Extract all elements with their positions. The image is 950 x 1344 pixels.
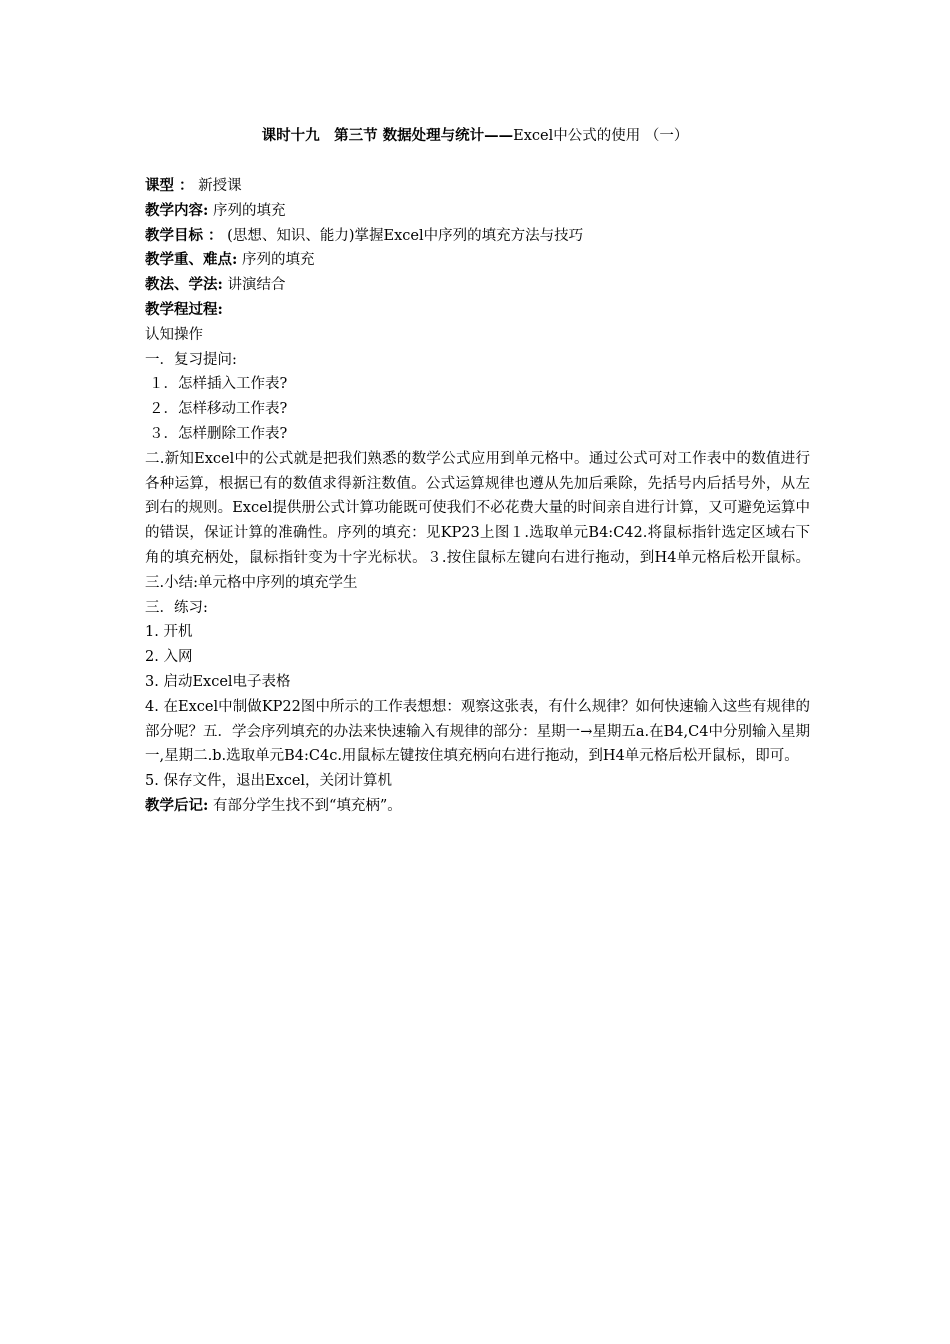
field-teaching-content: [145, 199, 810, 224]
field-value: 序列的填充: [241, 252, 315, 269]
field-label: 课型 ：: [145, 177, 194, 194]
review-item: １．怎样插入工作表?: [149, 376, 288, 393]
field-label: 教学目标 ：: [145, 226, 223, 244]
practice-item: 3. 启动Excel电子表格: [145, 673, 291, 690]
field-teaching-process: [145, 298, 810, 323]
review-item: ２．怎样移动工作表?: [149, 401, 288, 418]
document-title: [0, 126, 950, 146]
review-heading: 一．复习提问:: [145, 351, 237, 368]
field-value: (思想、知识、能力)掌握Excel中序列的填充方法与技巧: [227, 227, 584, 244]
field-label: 教法、学法:: [145, 276, 223, 294]
practice-item-4: 4. 在Excel中制做KP22图中所示的工作表想想：观察这张表，有什么规律？如何快速输入这些有规律的部分呢？五．学会序列填充的办法来快速输入有规律的部分：星期一→星期五a.在B4,C4中分别输入星期一,星期二.b.选取单元B4:C4c.用鼠标左键按住填充柄向右进行拖动，到H4单元格后松开鼠标，即可。: [145, 698, 810, 765]
field-teaching-goal: [145, 224, 810, 249]
field-key-points: [145, 248, 810, 273]
review-item: ３．怎样删除工作表?: [149, 425, 288, 442]
field-label: 教学重、难点:: [145, 251, 238, 269]
intro-text: 认知操作: [145, 326, 203, 343]
title-rest-part: Excel中公式的使用 （一）: [513, 128, 689, 144]
field-value: 新授课: [198, 178, 242, 194]
practice-item-5: 5. 保存文件，退出Excel，关闭计算机: [145, 773, 393, 790]
practice-item: 2. 入网: [145, 649, 193, 666]
title-bold-part: 课时十九 第三节 数据处理与统计——: [261, 127, 514, 144]
field-lesson-type: [145, 174, 810, 199]
document-body: [145, 174, 810, 819]
postscript: [145, 794, 810, 819]
field-value: 讲演结合: [227, 277, 286, 294]
postscript-label: 教学后记:: [145, 796, 209, 814]
practice-heading: 三．练习:: [145, 599, 208, 616]
field-value: 序列的填充: [212, 202, 286, 219]
field-label: 教学程过程:: [145, 300, 223, 318]
field-methods: [145, 273, 810, 298]
postscript-value: 有部分学生找不到“填充柄”。: [212, 797, 402, 814]
new-knowledge-paragraph: 二.新知Excel中的公式就是把我们熟悉的数学公式应用到单元格中。通过公式可对工作表中的数值进行各种运算，根据已有的数值求得新注数值。公式运算规律也遵从先加后乘除，先括号内后括号外，从左到右的规则。Excel提供册公式计算功能既可使我们不必花费大量的时间亲自进行计算，又可避免运算中的错误，保证计算的准确性。序列的填充：见KP23上图１.选取单元B4:C42.将鼠标指针选定区域右下角的填充柄处，鼠标指针变为十字光标状。３.按住鼠标左键向右进行拖动，到H4单元格后松开鼠标。三.小结:单元格中序列的填充学生: [145, 450, 810, 591]
field-label: 教学内容:: [145, 201, 209, 219]
practice-item: 1. 开机: [145, 624, 193, 641]
